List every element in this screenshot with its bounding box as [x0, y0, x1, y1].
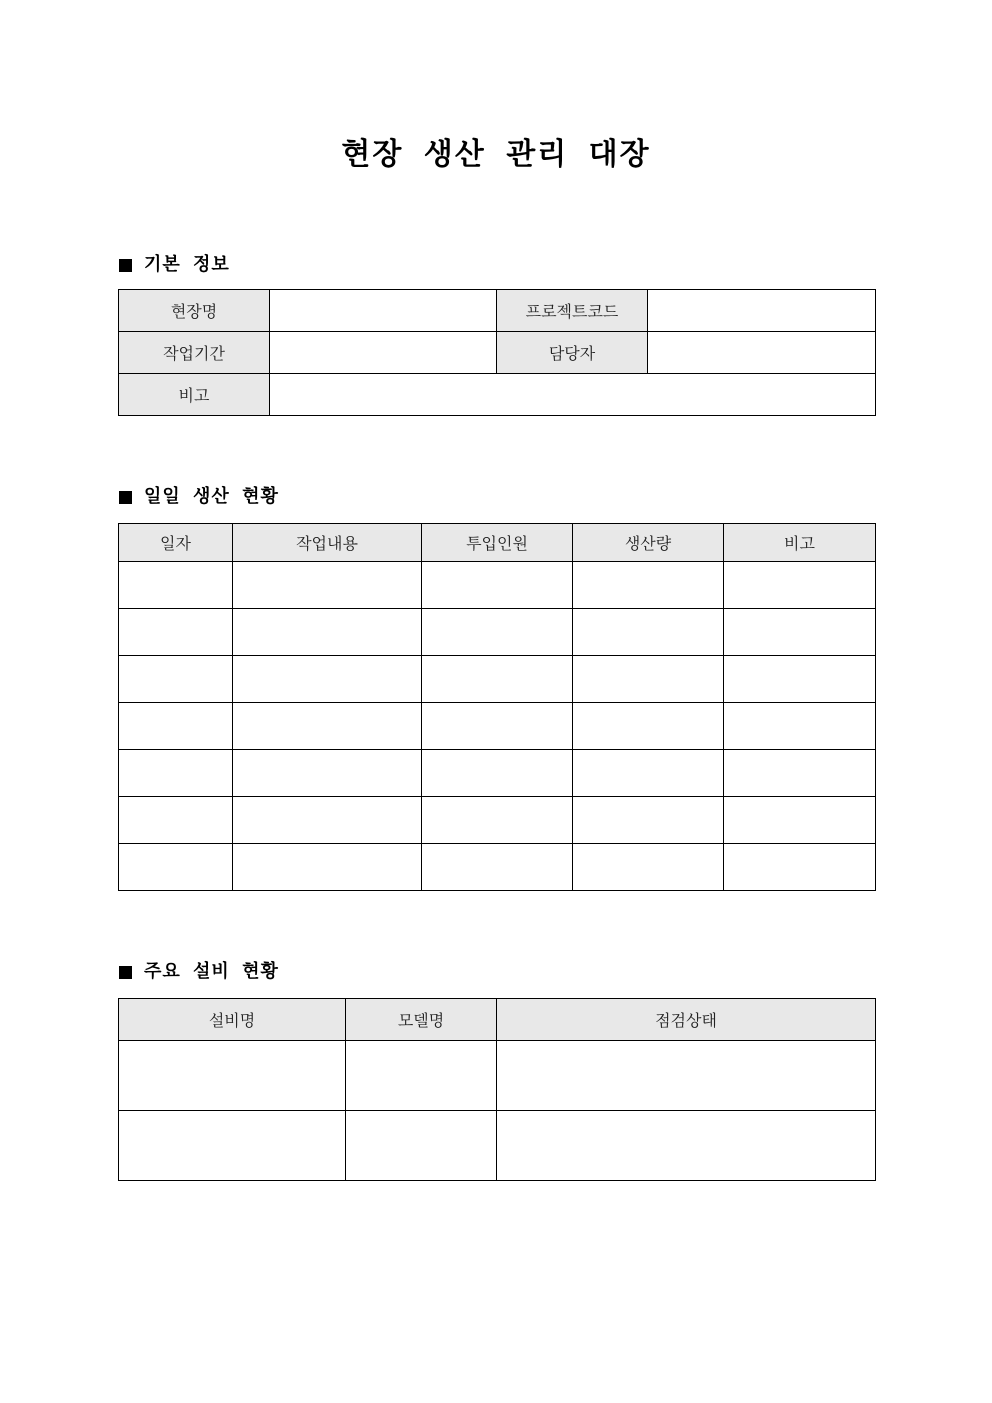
- remarks-cell[interactable]: [724, 609, 876, 656]
- work-content-cell[interactable]: [233, 609, 422, 656]
- work-period-label: 작업기간: [119, 332, 270, 374]
- remarks-cell[interactable]: [724, 562, 876, 609]
- table-row: [119, 797, 876, 844]
- daily-production-table: [118, 523, 876, 891]
- table-row: [119, 844, 876, 891]
- output-cell[interactable]: [573, 609, 724, 656]
- remarks-field[interactable]: [270, 374, 876, 416]
- column-header-equipment-name: 설비명: [119, 999, 346, 1041]
- date-cell[interactable]: [119, 844, 233, 891]
- output-cell[interactable]: [573, 656, 724, 703]
- project-code-label: 프로젝트코드: [497, 290, 648, 332]
- remarks-cell[interactable]: [724, 703, 876, 750]
- output-cell[interactable]: [573, 750, 724, 797]
- personnel-cell[interactable]: [422, 562, 573, 609]
- project-code-field[interactable]: [648, 290, 876, 332]
- table-row: [119, 750, 876, 797]
- personnel-cell[interactable]: [422, 703, 573, 750]
- manager-label: 담당자: [497, 332, 648, 374]
- work-content-cell[interactable]: [233, 703, 422, 750]
- column-header-inspection-status: 점검상태: [497, 999, 876, 1041]
- output-cell[interactable]: [573, 844, 724, 891]
- square-bullet-icon: [119, 491, 132, 504]
- work-content-cell[interactable]: [233, 844, 422, 891]
- table-header-row: [119, 524, 876, 562]
- personnel-cell[interactable]: [422, 844, 573, 891]
- model-name-cell[interactable]: [346, 1041, 497, 1111]
- section-heading-basic-info: [119, 253, 230, 277]
- table-header-row: [119, 999, 876, 1041]
- remarks-cell[interactable]: [724, 656, 876, 703]
- output-cell[interactable]: [573, 797, 724, 844]
- column-header-output: 생산량: [573, 524, 724, 562]
- inspection-status-cell[interactable]: [497, 1111, 876, 1181]
- table-row: [119, 609, 876, 656]
- remarks-cell[interactable]: [724, 797, 876, 844]
- document-title: 현장 생산 관리 대장: [341, 137, 651, 172]
- square-bullet-icon: [119, 966, 132, 979]
- remarks-cell[interactable]: [724, 844, 876, 891]
- table-row: [119, 1111, 876, 1181]
- column-header-remarks: 비고: [724, 524, 876, 562]
- section-title: 기본 정보: [144, 254, 230, 275]
- personnel-cell[interactable]: [422, 797, 573, 844]
- remarks-label: 비고: [119, 374, 270, 416]
- basic-info-table: [118, 289, 876, 416]
- section-title: 주요 설비 현황: [144, 961, 279, 982]
- output-cell[interactable]: [573, 562, 724, 609]
- table-row: [119, 290, 876, 332]
- square-bullet-icon: [119, 259, 132, 272]
- section-heading-daily-production: [119, 485, 279, 509]
- section-heading-equipment: [119, 960, 279, 984]
- personnel-cell[interactable]: [422, 656, 573, 703]
- table-row: [119, 374, 876, 416]
- equipment-name-cell[interactable]: [119, 1041, 346, 1111]
- equipment-name-cell[interactable]: [119, 1111, 346, 1181]
- site-name-field[interactable]: [270, 290, 497, 332]
- equipment-table: [118, 998, 876, 1181]
- work-content-cell[interactable]: [233, 656, 422, 703]
- column-header-personnel: 투입인원: [422, 524, 573, 562]
- table-row: [119, 1041, 876, 1111]
- date-cell[interactable]: [119, 750, 233, 797]
- table-row: [119, 656, 876, 703]
- column-header-work-content: 작업내용: [233, 524, 422, 562]
- site-name-label: 현장명: [119, 290, 270, 332]
- date-cell[interactable]: [119, 609, 233, 656]
- column-header-model-name: 모델명: [346, 999, 497, 1041]
- column-header-date: 일자: [119, 524, 233, 562]
- date-cell[interactable]: [119, 703, 233, 750]
- date-cell[interactable]: [119, 656, 233, 703]
- work-content-cell[interactable]: [233, 797, 422, 844]
- date-cell[interactable]: [119, 797, 233, 844]
- work-period-field[interactable]: [270, 332, 497, 374]
- inspection-status-cell[interactable]: [497, 1041, 876, 1111]
- section-title: 일일 생산 현황: [144, 486, 279, 507]
- personnel-cell[interactable]: [422, 609, 573, 656]
- table-row: [119, 703, 876, 750]
- model-name-cell[interactable]: [346, 1111, 497, 1181]
- table-row: [119, 562, 876, 609]
- remarks-cell[interactable]: [724, 750, 876, 797]
- manager-field[interactable]: [648, 332, 876, 374]
- table-row: [119, 332, 876, 374]
- work-content-cell[interactable]: [233, 562, 422, 609]
- output-cell[interactable]: [573, 703, 724, 750]
- work-content-cell[interactable]: [233, 750, 422, 797]
- date-cell[interactable]: [119, 562, 233, 609]
- personnel-cell[interactable]: [422, 750, 573, 797]
